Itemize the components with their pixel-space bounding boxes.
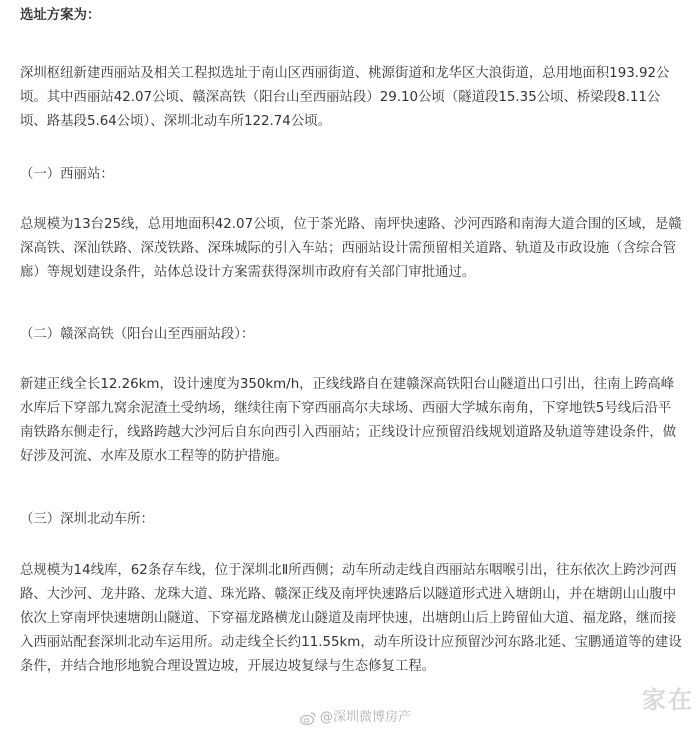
- section-heading-emu-depot: （三）深圳北动车所：: [20, 512, 154, 527]
- weibo-icon: [300, 711, 316, 725]
- section-heading-ganshen-railway: （二）赣深高铁（阳台山至西丽站段）：: [20, 327, 255, 342]
- document-title: 选址方案为：: [20, 8, 101, 23]
- weibo-watermark: [300, 706, 411, 730]
- site-logo-watermark: 家在: [642, 686, 694, 714]
- section-body-ganshen-railway: 新建正线全长12.26km，设计速度为350km/h，正线线路自在建赣深高铁阳台山隧道出口引出，往南上跨高峰水库后下穿部九窝余泥渣土受纳场，继续往南下穿西丽高尔夫球场、西丽大学城东南角，下穿地铁5号线后沿平南铁路东侧走行，线路跨越大沙河后自东向西引入西丽站；正线设计应预留沿线规划道路及轨道等建设条件，做好涉及河流、水库及原水工程等的防护措施。: [20, 377, 677, 464]
- weibo-watermark-text: @深圳微博房产: [320, 710, 412, 725]
- intro-paragraph: 深圳枢纽新建西丽站及相关工程拟选址于南山区西丽街道、桃源街道和龙华区大浪街道，总用地面积193.92公顷。其中西丽站42.07公顷、赣深高铁（阳台山至西丽站段）29.10公顷（隧道段15.35公顷、桥梁段8.11公顷、路基段5.64公顷）、深圳北动车所122.74公顷。: [20, 66, 670, 129]
- section-body-emu-depot: 总规模为14线库，62条存车线，位于深圳北Ⅱ所西侧；动车所动走线自西丽站东咽喉引出，往东依次上跨沙河西路、大沙河、龙井路、龙珠大道、珠光路、赣深正线及南坪快速路后以隧道形式进入塘朗山，并在塘朗山山腹中依次上穿南坪快速塘朗山隧道、下穿福龙路横龙山隧道及南坪快速，出塘朗山后上跨留仙大道、福龙路，继而接入西丽站配套深圳北动车运用所。动走线全长约11.55km，动车所设计应预留沙河东路北延、宝鹏通道等的建设条件，并结合地形地貌合理设置边坡，开展边坡复绿与生态修复工程。: [20, 563, 682, 674]
- section-heading-xili-station: （一）西丽站：: [20, 167, 114, 182]
- section-body-xili-station: 总规模为13台25线，总用地面积42.07公顷，位于茶光路、南坪快速路、沙河西路和南海大道合围的区域，是赣深高铁、深汕铁路、深茂铁路、深珠城际的引入车站；西丽站设计需预留相关道路、轨道及市政设施（含综合管廊）等规划建设条件，站体总设计方案需获得深圳市政府有关部门审批通过。: [20, 217, 682, 280]
